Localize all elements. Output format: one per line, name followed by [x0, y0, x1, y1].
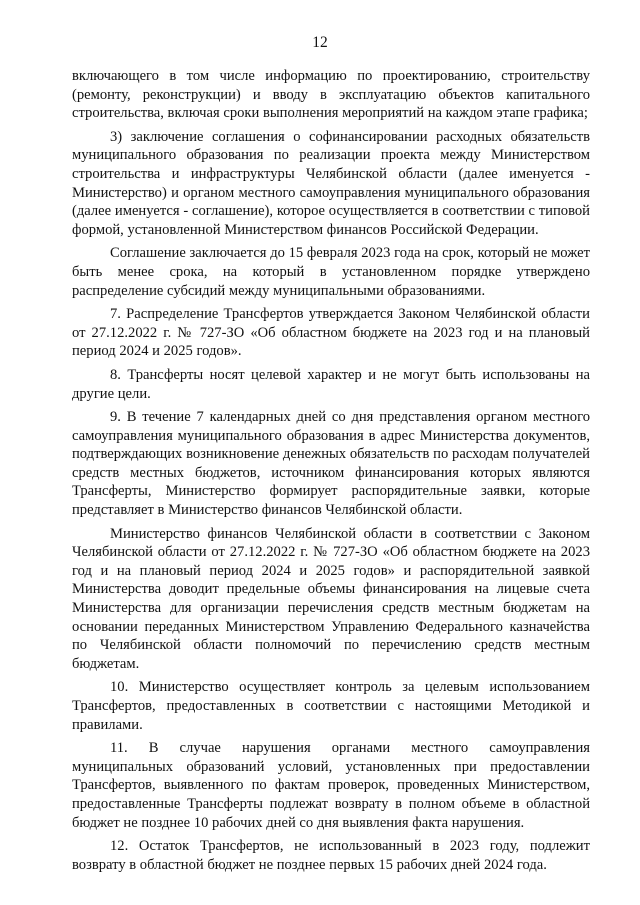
- paragraph-item-3: 3) заключение соглашения о софинансировании расходных обязательств муниципального образования по реализации проекта между Министерством строительства и инфраструктуры Челябинской области (далее именуется - Министерство) и органом местного самоуправления муниципального образования (далее именуется - соглашение), которое осуществляется в соответствии с типовой формой, установленной Министерством финансов Российской Федерации.: [72, 128, 590, 238]
- paragraph-ministry-of-finance: Министерство финансов Челябинской области в соответствии с Законом Челябинской области от 27.12.2022 г. № 727-ЗО «Об областном бюджете на 2023 год и на плановый период 2024 и 2025 годов» и распорядительной заявкой Министерства доводит предельные объемы финансирования на лицевые счета Министерства для организации перечисления средств местным бюджетам на основании переданных Министерством Управлению Федерального казначейства по Челябинской области полномочий по перечислению средств местным бюджетам.: [72, 525, 590, 672]
- paragraph-item-8: 8. Трансферты носят целевой характер и не могут быть использованы на другие цели.: [72, 366, 590, 402]
- page-number: 12: [312, 34, 328, 51]
- paragraph-item-10: 10. Министерство осуществляет контроль за целевым использованием Трансфертов, предоставленных в соответствии с настоящими Методикой и правилами.: [72, 679, 590, 733]
- document-body: [72, 67, 590, 879]
- paragraph-item-7: 7. Распределение Трансфертов утверждается Законом Челябинской области от 27.12.2022 г. № 727-ЗО «Об областном бюджете на 2023 год и на плановый период 2024 и 2025 годов».: [72, 306, 590, 360]
- paragraph-agreement-term: Соглашение заключается до 15 февраля 2023 года на срок, который не может быть менее срока, на который в установленном порядке утверждено распределение субсидий между муниципальными образованиями.: [72, 245, 590, 299]
- paragraph-item-9: 9. В течение 7 календарных дней со дня представления органом местного самоуправления муниципального образования в адрес Министерства документов, подтверждающих возникновение денежных обязательств по расходам получателей средств местных бюджетов, источником финансирования которых являются Трансферты, Министерство формирует распорядительные заявки, которые представляет в Министерство финансов Челябинской области.: [72, 409, 590, 519]
- paragraph-item-11: 11. В случае нарушения органами местного самоуправления муниципальных образований условий, установленных при предоставлении Трансфертов, выявленного по фактам проверок, проведенных Министерством, предоставленные Трансферты подлежат возврату в полном объеме в областной бюджет не позднее 10 рабочих дней со дня выявления факта нарушения.: [72, 740, 590, 831]
- paragraph-continuation: включающего в том числе информацию по проектированию, строительству (ремонту, реконструкции) и вводу в эксплуатацию объектов капитального строительства, включая сроки выполнения мероприятий на каждом этапе графика;: [72, 68, 590, 122]
- paragraph-item-12: 12. Остаток Трансфертов, не использованный в 2023 году, подлежит возврату в областной бюджет не позднее первых 15 рабочих дней 2024 года.: [72, 838, 590, 873]
